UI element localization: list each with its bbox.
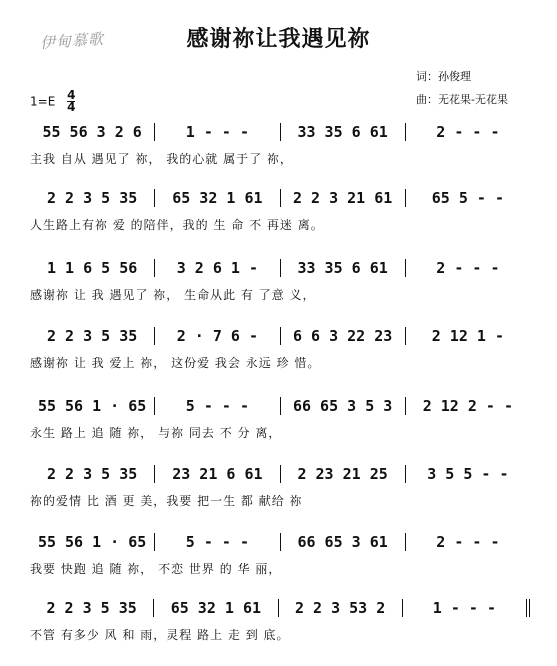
watermark-logo: 伊甸慕歌 [39,29,105,53]
measure: 1 - - - [154,123,279,141]
time-signature-bottom: 4 [67,100,76,114]
measure: 2 12 1 - [405,327,530,345]
measure: 55 56 1 · 65 [37,397,147,415]
notation-row [30,186,530,210]
measure: 5 - - - [154,397,279,415]
measure: 65 32 1 61 [153,599,277,617]
score-line [30,324,530,394]
score-line [30,394,530,464]
lyrics-row: 不管 有多少 风 和 雨，灵程 路上 走 到 底。 [30,628,290,642]
measure: 2 - - - [405,533,530,551]
measure: 2 2 3 21 61 [280,189,405,207]
time-signature [67,90,75,113]
lyrics-row: 我要 快跑 追 随 祢， 不恋 世界 的 华 丽， [30,562,282,576]
measure: 2 2 3 5 35 [46,327,138,345]
measure: 1 - - - [402,599,530,617]
notation-row [30,530,530,554]
notation-row [30,596,530,620]
score-line [30,120,530,190]
measure: 33 35 6 61 [280,123,405,141]
score-line [30,530,530,600]
measure: 3 5 5 - - [405,465,530,483]
measure: 55 56 3 2 6 [42,123,142,141]
notation-row [30,462,530,486]
measure: 3 2 6 1 - [154,259,279,277]
score-line [30,256,530,326]
score-line [30,596,530,666]
notation-row [30,394,530,418]
key-label: 1=E [30,94,56,109]
lyrics-row: 祢的爱情 比 酒 更 美，我要 把一生 都 献给 祢 [30,494,303,508]
lyrics-row: 人生路上有祢 爱 的陪伴，我的 生 命 不 再迷 离。 [30,218,324,232]
notation-row [30,324,530,348]
measure: 2 2 3 5 35 [46,599,137,617]
notation-row [30,120,530,144]
lyrics-row: 主我 自从 遇见了 祢， 我的心就 属于了 祢， [30,152,293,166]
measure: 66 65 3 5 3 [280,397,405,415]
measure: 23 21 6 61 [154,465,279,483]
key-signature [30,90,75,113]
measure: 2 23 21 25 [280,465,405,483]
measure: 65 5 - - [405,189,530,207]
measure: 2 - - - [405,123,530,141]
measure: 1 1 6 5 56 [46,259,138,277]
measure: 66 65 3 61 [280,533,405,551]
score-line [30,462,530,532]
measure: 2 - - - [405,259,530,277]
measure: 5 - - - [154,533,279,551]
measure: 2 2 3 53 2 [278,599,402,617]
score-line [30,186,530,256]
lyrics-row: 感谢祢 让 我 遇见了 祢， 生命从此 有 了意 义， [30,288,316,302]
measure: 33 35 6 61 [280,259,405,277]
composer-credit: 曲：无花果-无花果 [416,93,508,106]
measure: 55 56 1 · 65 [37,533,147,551]
song-title: 感谢祢让我遇见祢 [186,27,371,52]
lyrics-row: 感谢祢 让 我 爱上 祢， 这份爱 我会 永远 珍 惜。 [30,356,321,370]
notation-row [30,256,530,280]
time-signature-top: 4 [67,88,76,102]
measure: 6 6 3 22 23 [280,327,405,345]
measure: 65 32 1 61 [154,189,279,207]
lyrics-row: 永生 路上 追 随 祢， 与祢 同去 不 分 离， [30,426,282,440]
measure: 2 2 3 5 35 [46,465,138,483]
measure: 2 · 7 6 - [154,327,279,345]
lyricist-credit: 词：孙俊理 [416,70,471,83]
measure: 2 12 2 - - [405,397,530,415]
measure: 2 2 3 5 35 [46,189,138,207]
